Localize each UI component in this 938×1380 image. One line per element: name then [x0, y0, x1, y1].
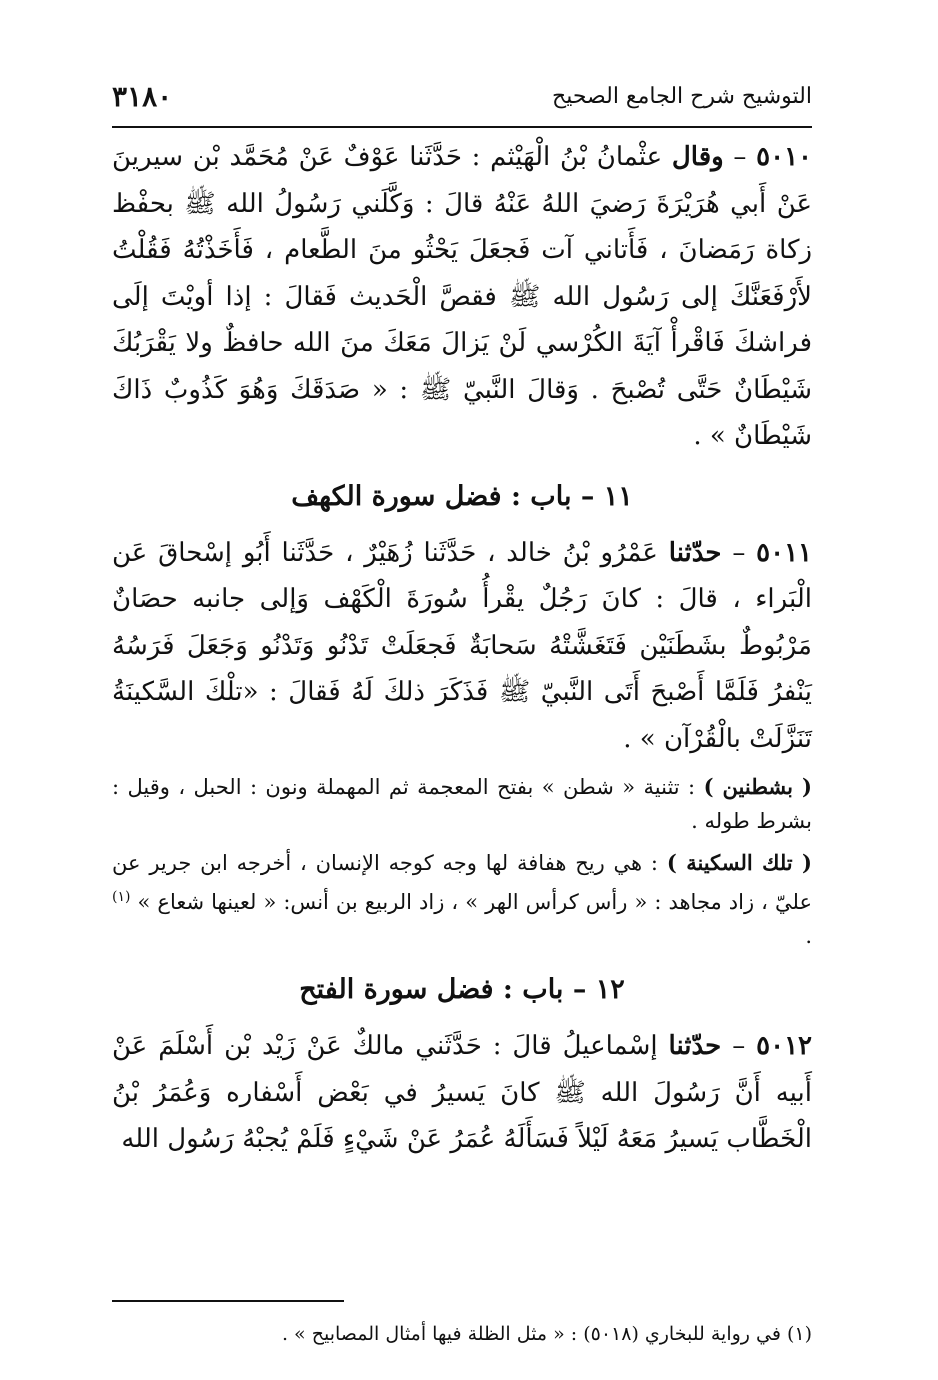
commentary-bishatanayn	[112, 770, 812, 838]
hadith-number: ٥٠١١	[756, 537, 813, 568]
page-content	[112, 134, 812, 1163]
commentary-end: .	[805, 924, 812, 948]
chapter-heading-12: ١٢ – باب : فضل سورة الفتح	[299, 974, 625, 1005]
hadith-5010: ٥٠١٠ – وقال عثْمانُ بْنُ الْهَيْثم : حَدَّثَنا عَوْفٌ عَنْ مُحَمَّد بْن سيرينَ عَنْ أَبي هُرَيْرَةَ رَضيَ اللهُ عَنْهُ قالَ : وَكَّلَني رَسُولُ الله ﷺ بحفْظ زكاة رَمَضانَ ، فَأَتاني آت فَجعَلَ يَحْثُو منَ الطَّعام ، فَأَخَذْتُهُ فَقُلْتُ لأَرْفَعَنَّكَ إلى رَسُول الله ﷺ فقصَّ الْحَديث فَقالَ : إذا أويْتَ إلَى فراشكَ فَاقْرأْ آيَةَ الكُرْسي لَنْ يَزالَ مَعَكَ منَ الله حافظٌ ولا يَقْرَبُكَ شَيْطَانٌ حَتَّى تُصْبحَ . وَقالَ النَّبيّ ﷺ : « صَدَقَكَ وَهُوَ كَذُوبٌ ذَاكَ شَيْطَانٌ » .	[112, 142, 813, 451]
footnote-rule	[112, 1300, 344, 1302]
commentary-term: ( بشطنين )	[703, 774, 812, 799]
commentary-term: ( تلك السكينة )	[666, 850, 812, 875]
hadith-number: ٥٠١٢	[756, 1031, 812, 1061]
hadith-lead: حدّثنا	[668, 537, 722, 568]
commentary-text: : هي ريح هفافة لها وجه كوجه الإنسان ، أخرجه ابن جرير عن عليّ ، زاد مجاهد : « رأس كرأس الهر » ، زاد الربيع بن أنس: « لعينها شعاع »	[112, 851, 812, 914]
running-title: التوشيح شرح الجامع الصحيح	[552, 84, 812, 109]
hadith-text: عثْمانُ بْنُ الْهَيْثم : حَدَّثَنا عَوْفٌ عَنْ مُحَمَّد بْن سيرينَ عَنْ أَبي هُرَيْرَةَ رَضيَ اللهُ عَنْهُ قالَ : وَكَّلَني رَسُولُ الله ﷺ بحفْظ زكاة رَمَضانَ ، فَأَتاني آت فَجعَلَ يَحْثُو منَ الطَّعام ، فَأَخَذْتُهُ فَقُلْتُ لأَرْفَعَنَّكَ إلى رَسُول الله ﷺ فقصَّ الْحَديث فَقالَ : إذا أويْتَ إلَى فراشكَ فَاقْرأْ آيَةَ الكُرْسي لَنْ يَزالَ مَعَكَ منَ الله حافظٌ ولا يَقْرَبُكَ شَيْطَانٌ حَتَّى تُصْبحَ . وَقالَ النَّبيّ ﷺ : « صَدَقَكَ وَهُوَ كَذُوبٌ ذَاكَ شَيْطَانٌ » .	[112, 142, 812, 451]
hadith-text: عَمْرُو بْنُ خالد ، حَدَّثَنا زُهَيْرٌ ، حَدَّثَنا أَبُو إسْحاقَ عَن الْبَراء ، قالَ : كانَ رَجُلٌ يقْرأُ سُورَةَ الْكَهْف وَإلى جانبه حصَانٌ مَرْبُوطٌ بشَطَنَيْن فَتَغَشَّتْهُ سَحابَةٌ فَجعَلَتْ تَدْنُو وَتَدْنُو وَجَعَلَ فَرَسُهُ يَنْفرُ فَلَمَّا أَصْبحَ أَتَى النَّبيّ ﷺ فَذَكَرَ ذلكَ لَهُ فَقالَ : «تلْكَ السَّكينَةُ تَنَزَّلَتْ بالْقُرْآن » .	[112, 537, 812, 754]
commentary-text: : تثنية « شطن » بفتح المعجمة ثم المهملة ونون : الحبل ، وقيل : بشرط طوله .	[112, 775, 812, 833]
page-header	[112, 60, 812, 122]
chapter-heading-11: ١١ – باب : فضل سورة الكهف	[291, 480, 633, 512]
footnote-ref[interactable]: (١)	[112, 889, 131, 905]
commentary-sakina	[112, 846, 812, 953]
footnote: (١) في رواية للبخاري (٥٠١٨) : « مثل الظلة فيها أمثال المصابيح » .	[281, 1323, 812, 1345]
hadith-lead: وقال	[671, 142, 724, 172]
hadith-text: إسْماعيلُ قالَ : حَدَّثَني مالكٌ عَنْ زَيْد بْن أَسْلَمَ عَنْ أَبيه أَنَّ رَسُولَ الله ﷺ كانَ يَسيرُ في بَعْض أَسْفاره وَعُمَرُ بْنُ الْخَطَّاب يَسيرُ مَعَهُ لَيْلاً فَسَأَلَهُ عُمَرُ عَنْ شَيْءٍ فَلَمْ يُجبْهُ رَسُول الله	[112, 1031, 812, 1154]
header-rule	[112, 126, 812, 128]
hadith-5012: ٥٠١٢ – حدّثنا إسْماعيلُ قالَ : حَدَّثَني مالكٌ عَنْ زَيْد بْن أَسْلَمَ عَنْ أَبيه أَنَّ رَسُولَ الله ﷺ كانَ يَسيرُ في بَعْض أَسْفاره وَعُمَرُ بْنُ الْخَطَّاب يَسيرُ مَعَهُ لَيْلاً فَسَأَلَهُ عُمَرُ عَنْ شَيْءٍ فَلَمْ يُجبْهُ رَسُول الله	[112, 1031, 812, 1154]
hadith-5011: ٥٠١١ – حدّثنا عَمْرُو بْنُ خالد ، حَدَّثَنا زُهَيْرٌ ، حَدَّثَنا أَبُو إسْحاقَ عَن الْبَراء ، قالَ : كانَ رَجُلٌ يقْرأُ سُورَةَ الْكَهْف وَإلى جانبه حصَانٌ مَرْبُوطٌ بشَطَنَيْن فَتَغَشَّتْهُ سَحابَةٌ فَجعَلَتْ تَدْنُو وَتَدْنُو وَجَعَلَ فَرَسُهُ يَنْفرُ فَلَمَّا أَصْبحَ أَتَى النَّبيّ ﷺ فَذَكَرَ ذلكَ لَهُ فَقالَ : «تلْكَ السَّكينَةُ تَنَزَّلَتْ بالْقُرْآن » .	[112, 537, 813, 754]
hadith-lead: حدّثنا	[668, 1031, 722, 1061]
page	[112, 60, 813, 1345]
page-number: ٣١٨٠	[112, 80, 173, 113]
hadith-number: ٥٠١٠	[756, 142, 813, 172]
